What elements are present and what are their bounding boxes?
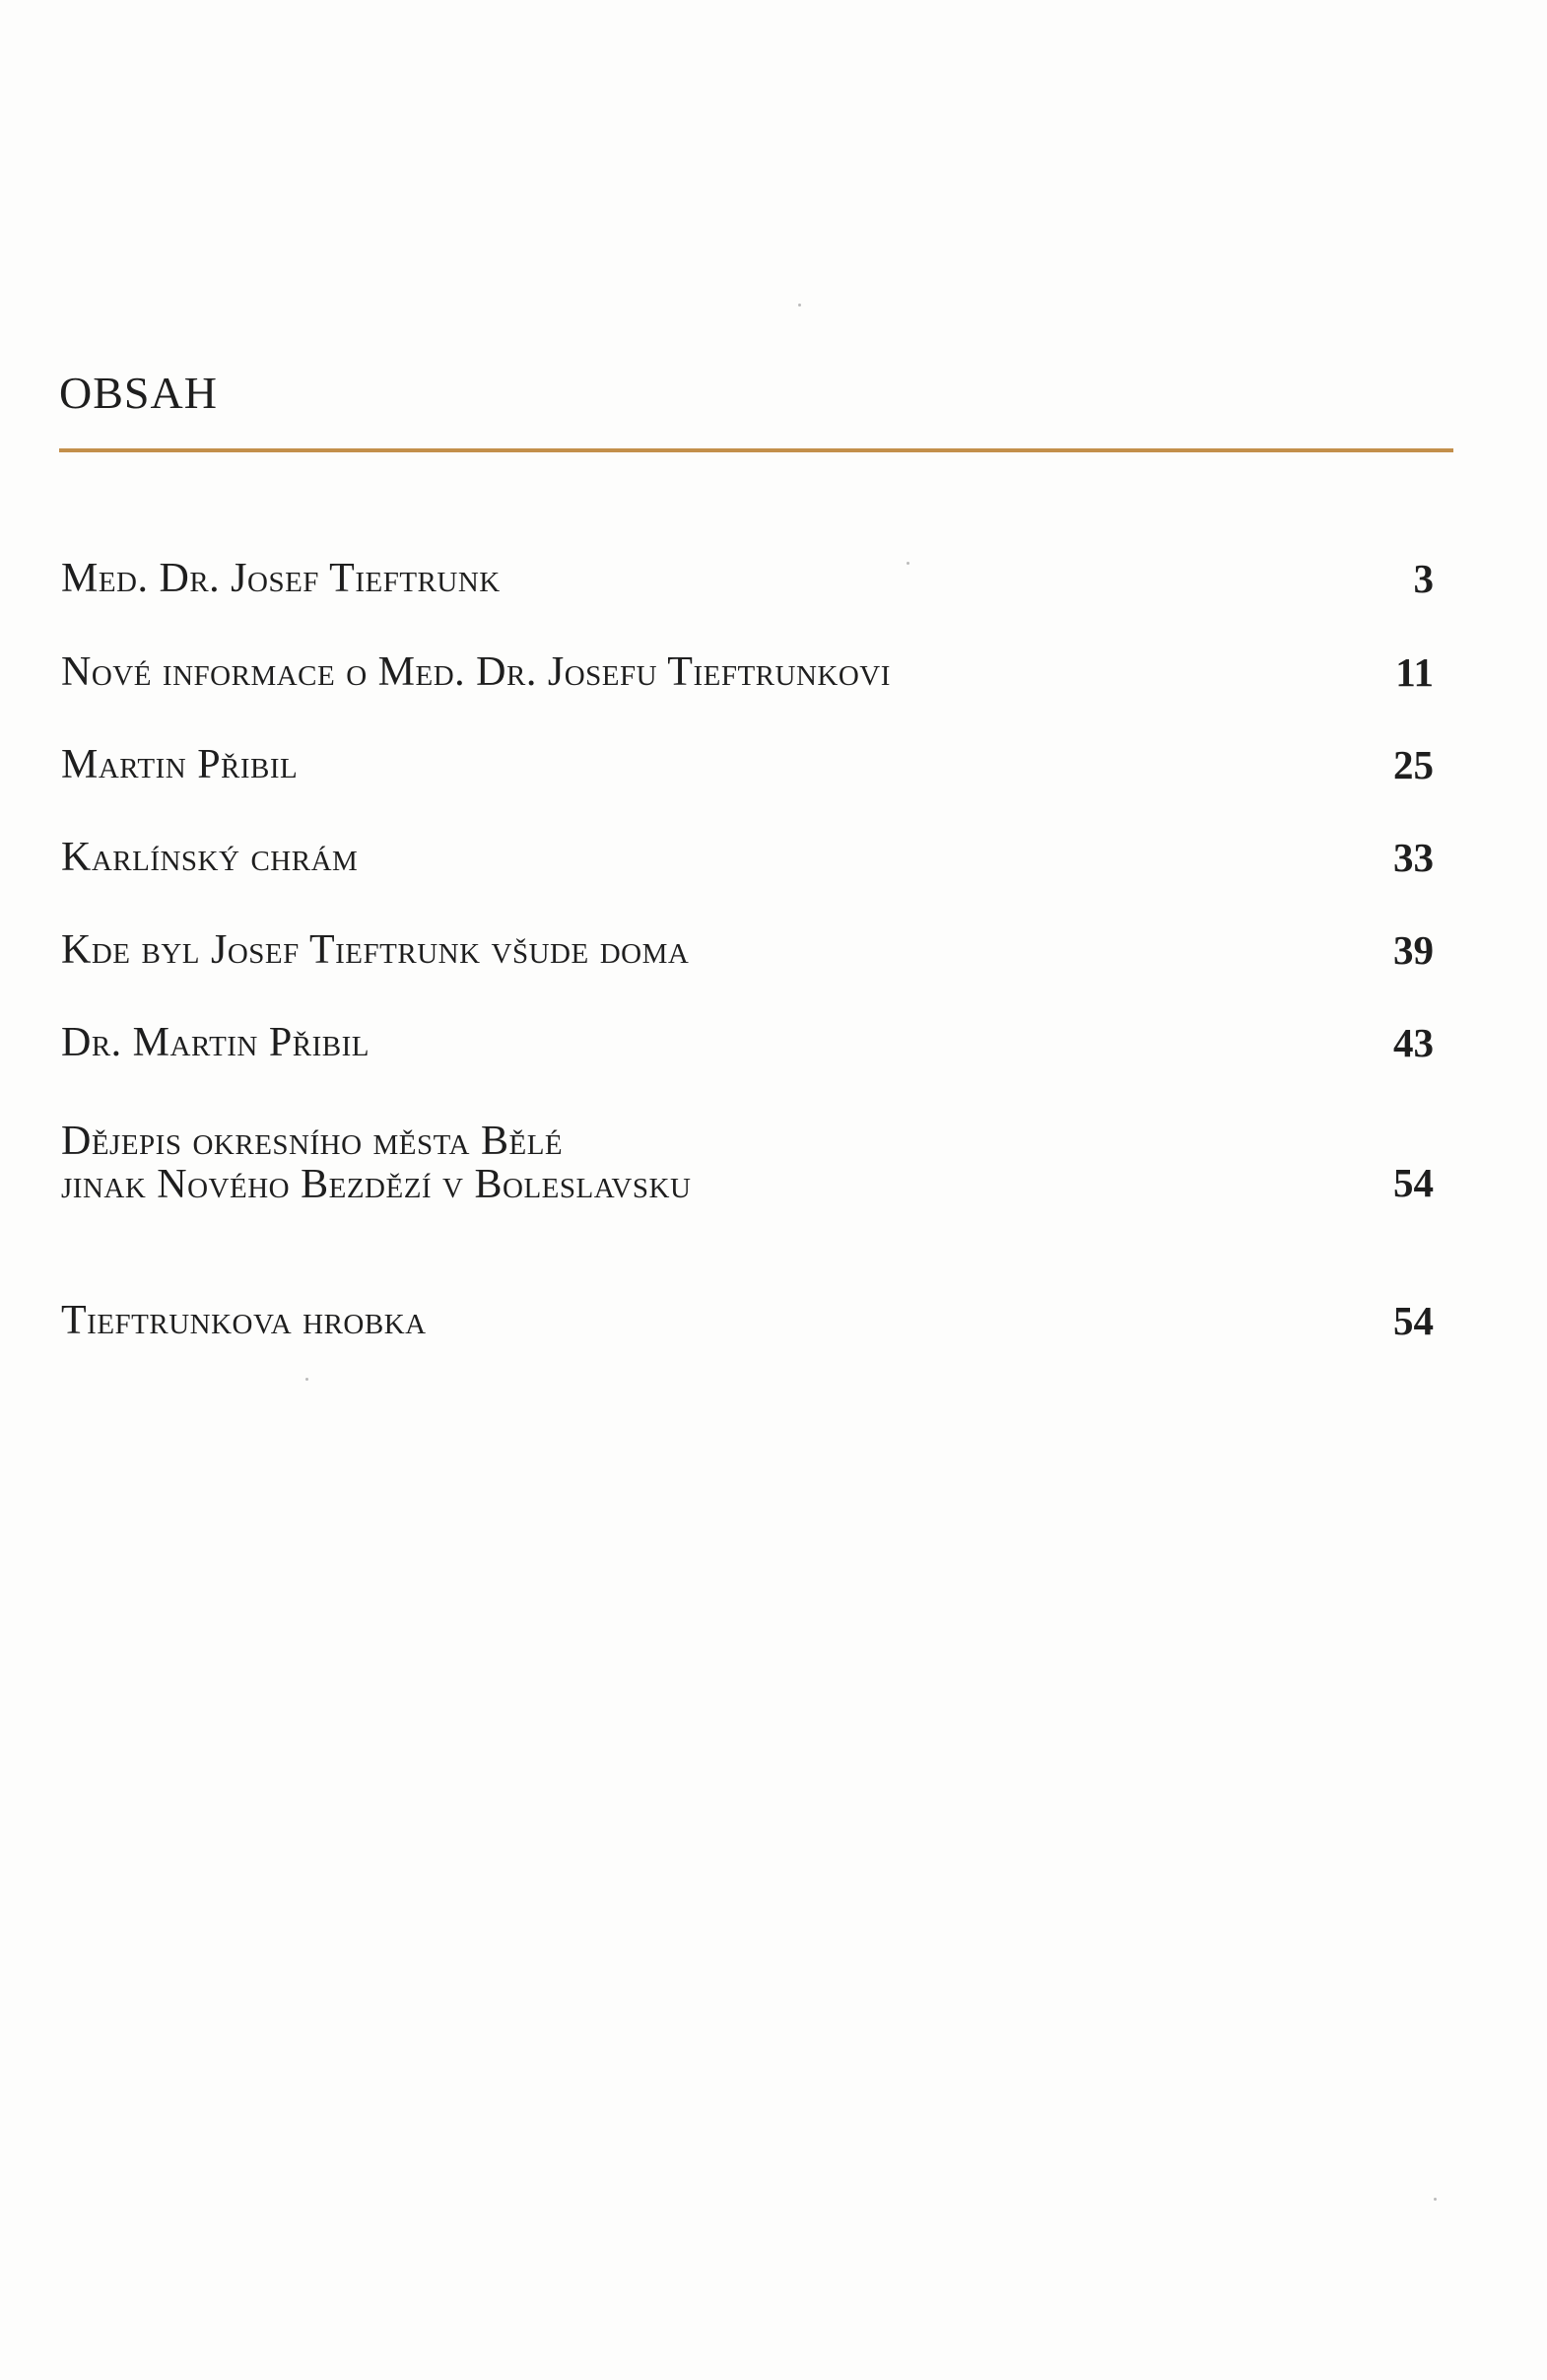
paper-speck xyxy=(907,562,909,565)
paper-speck xyxy=(798,304,801,306)
toc-entry-page: 25 xyxy=(1393,742,1434,787)
toc-entry-page: 3 xyxy=(1413,556,1434,601)
toc-entry-page: 11 xyxy=(1395,649,1434,695)
toc-entry-title: Dr. Martin Přibil xyxy=(61,1020,370,1065)
toc-entry[interactable] xyxy=(61,547,1434,602)
toc-entry-title: Med. Dr. Josef Tieftrunk xyxy=(61,556,501,601)
toc-entry[interactable] xyxy=(61,826,1434,881)
toc-entry-title: Karlínský chrám xyxy=(61,835,359,880)
table-of-contents xyxy=(61,0,1434,2380)
toc-entry-page: 54 xyxy=(1393,1160,1434,1205)
toc-entry-page: 39 xyxy=(1393,927,1434,973)
toc-entry[interactable] xyxy=(61,1104,1434,1206)
toc-entry-page: 54 xyxy=(1393,1298,1434,1343)
toc-entry[interactable] xyxy=(61,1011,1434,1066)
toc-entry[interactable] xyxy=(61,918,1434,974)
toc-entry[interactable] xyxy=(61,733,1434,788)
toc-entry-title: Tieftrunkova hrobka xyxy=(61,1298,427,1343)
paper-speck xyxy=(1434,2198,1437,2201)
toc-entry[interactable] xyxy=(61,1281,1434,1344)
toc-entry-page: 43 xyxy=(1393,1020,1434,1065)
toc-entry-title-line: Dějepis okresního města Bělé xyxy=(61,1119,564,1164)
toc-entry-page: 33 xyxy=(1393,835,1434,880)
toc-entry[interactable] xyxy=(61,641,1434,696)
toc-entry-title-line: jinak Nového Bezdězí v Boleslavsku xyxy=(61,1162,692,1207)
toc-entry-title: Kde byl Josef Tieftrunk všude doma xyxy=(61,927,690,973)
paper-speck xyxy=(305,1378,308,1381)
toc-entry-title xyxy=(61,1120,691,1206)
page-title: OBSAH xyxy=(59,368,218,418)
toc-entry-title: Martin Přibil xyxy=(61,742,299,787)
toc-entry-title: Nové informace o Med. Dr. Josefu Tieftrunkovi xyxy=(61,649,891,695)
